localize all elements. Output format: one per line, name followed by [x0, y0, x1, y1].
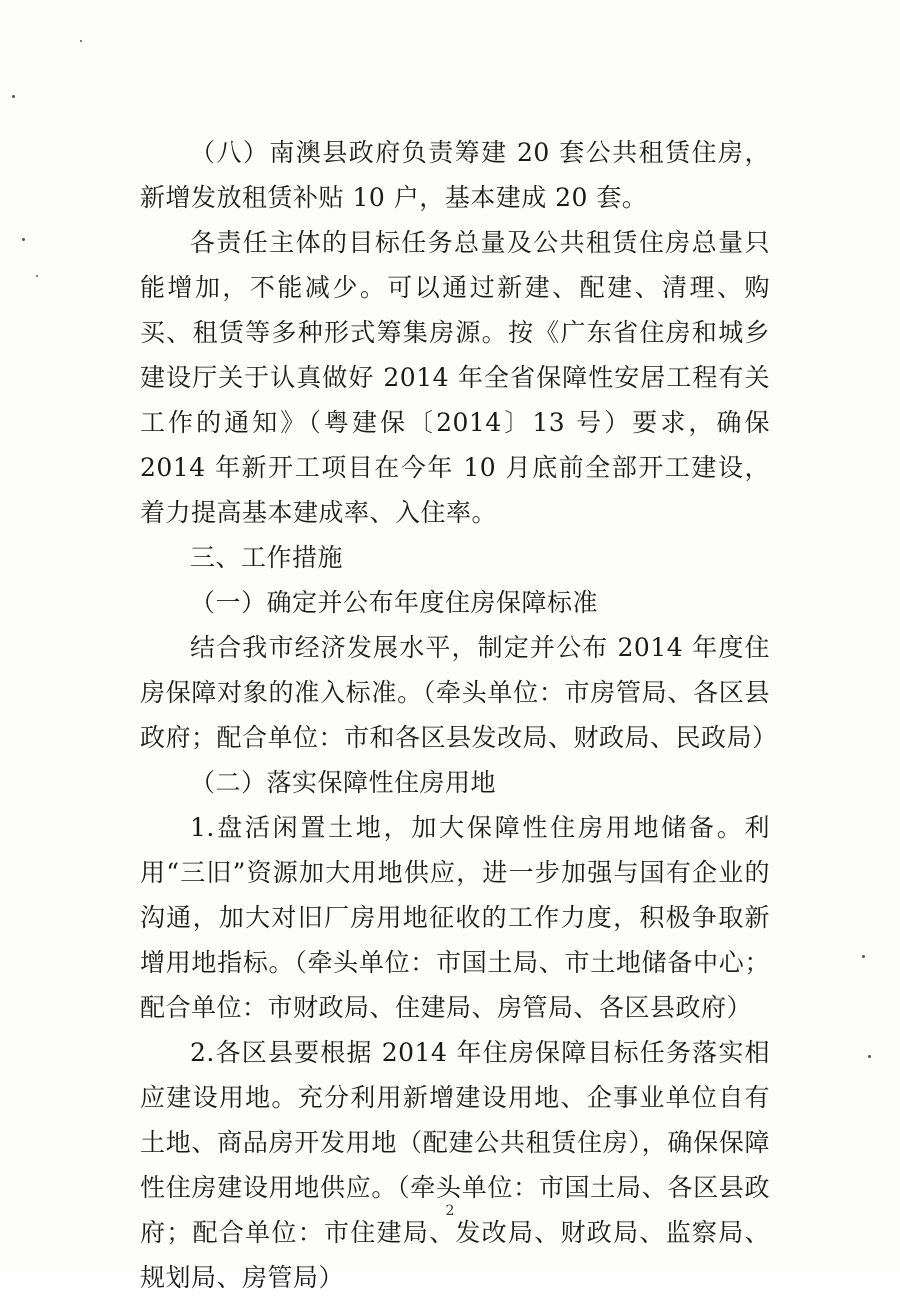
scan-speck	[868, 1055, 871, 1058]
section-heading-work-measures: 三、工作措施	[190, 543, 344, 572]
scan-speck	[80, 40, 82, 42]
paragraph-target-total: 各责任主体的目标任务总量及公共租赁住房总量只能增加，不能减少。可以通过新建、配建、清理、购买、租赁等多种形式筹集房源。按《广东省住房和城乡建设厅关于认真做好 2014 年全省保障性安居工程有关工作的通知》（粤建保〔2014〕13 号）要求，确保 2014 年新开工项目在今年 10 月底前全部开工建设，着力提高基本建成率、入住率。	[140, 228, 770, 527]
subsection-heading-land: （二）落实保障性住房用地	[190, 768, 497, 797]
paragraph-idle-land: 1.盘活闲置土地，加大保障性住房用地储备。利用“三旧”资源加大用地供应，进一步加强与国有企业的沟通，加大对旧厂房用地征收的工作力度，积极争取新增用地指标。（牵头单位：市国土局、市土地储备中心；配合单位：市财政局、住建局、房管局、各区县政府）	[140, 813, 770, 1022]
scan-speck	[22, 238, 25, 241]
scan-speck	[12, 95, 15, 98]
paragraph-standards: 结合我市经济发展水平，制定并公布 2014 年度住房保障对象的准入标准。（牵头单位：市房管局、各区县政府；配合单位：市和各区县发改局、财政局、民政局）	[140, 633, 778, 752]
document-body	[140, 130, 778, 1300]
subsection-heading-standards: （一）确定并公布年度住房保障标准	[190, 588, 599, 617]
page-number: 2	[445, 1203, 455, 1219]
scan-speck	[862, 955, 865, 958]
paragraph-nanao-task: （八）南澳县政府负责筹建 20 套公共租赁住房，新增发放租赁补贴 10 户，基本建成 20 套。	[140, 138, 770, 212]
paragraph-district-land: 2.各区县要根据 2014 年住房保障目标任务落实相应建设用地。充分利用新增建设用地、企事业单位自有土地、商品房开发用地（配建公共租赁住房），确保保障性住房建设用地供应。（牵头单位：市国土局、各区县政府；配合单位：市住建局、发改局、财政局、监察局、规划局、房管局）	[140, 1038, 770, 1292]
scan-speck	[36, 275, 38, 277]
